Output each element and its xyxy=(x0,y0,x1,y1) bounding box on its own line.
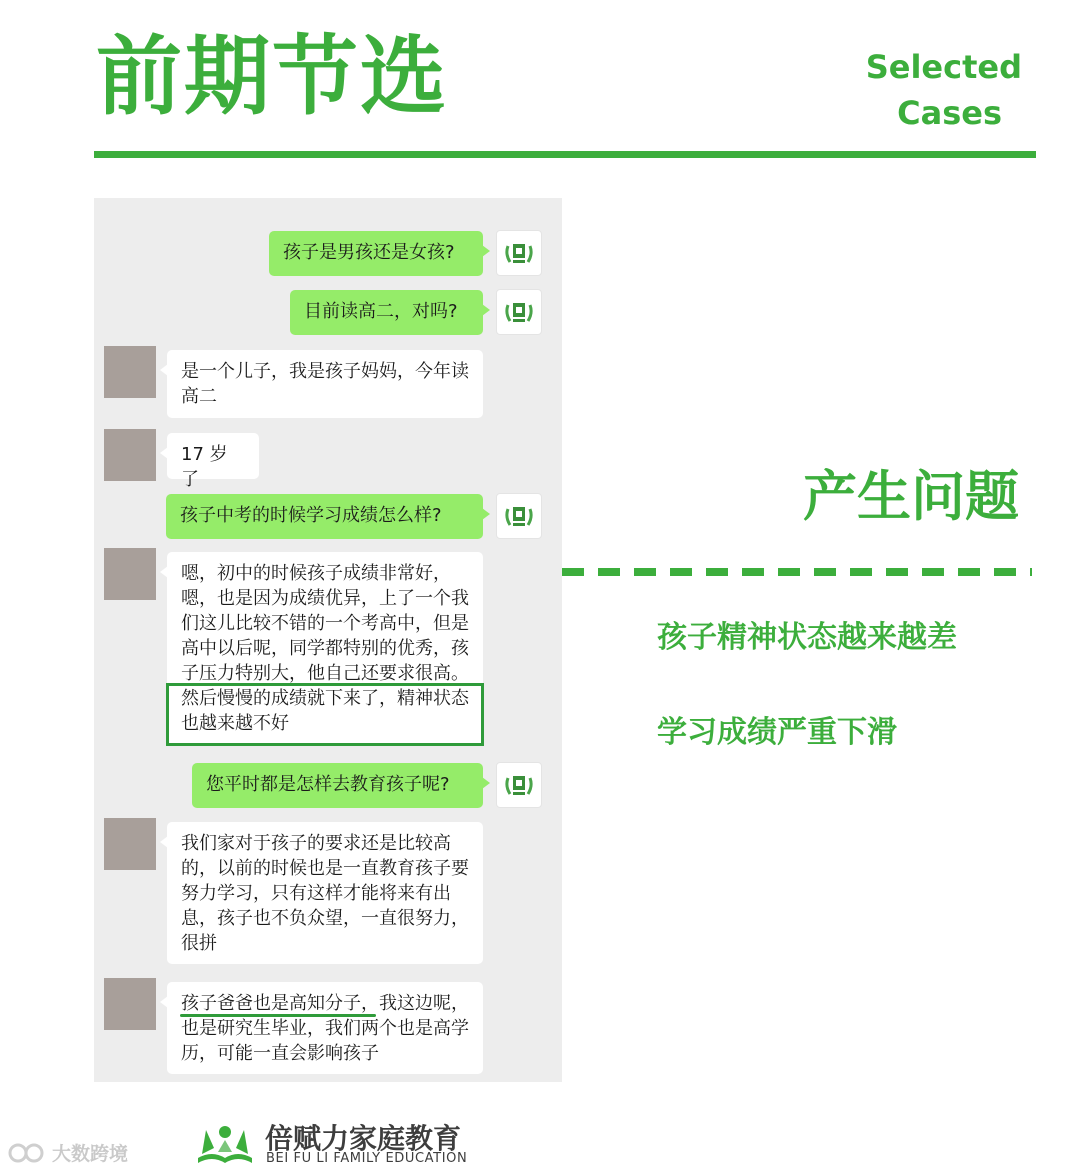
page-title: 前期节选 xyxy=(96,27,448,127)
key-sentence-highlight xyxy=(166,683,484,746)
counselor-avatar xyxy=(496,230,542,276)
brand-name-en: BEI FU LI FAMILY EDUCATION xyxy=(266,1151,468,1166)
chat-bubble-received: 我们家对于孩子的要求还是比较高的，以前的时候也是一直教育孩子要努力学习，只有这样才能将来有出息，孩子也不负众望，一直很努力，很拼 xyxy=(167,822,483,964)
parent-avatar xyxy=(104,818,156,870)
chat-bubble-sent: 目前读高二，对吗? xyxy=(290,290,483,335)
watermark-logo-icon xyxy=(8,1141,48,1165)
laurel-logo-icon xyxy=(502,499,536,533)
chat-bubble-sent: 孩子是男孩还是女孩? xyxy=(269,231,483,276)
counselor-avatar xyxy=(496,762,542,808)
dashed-connector xyxy=(562,568,1032,576)
chat-bubble-received: 17 岁了 xyxy=(167,433,259,479)
chat-bubble-received: 嗯，初中的时候孩子成绩非常好，嗯，也是因为成绩优异，上了一个我们这儿比较不错的一个考高中，但是高中以后呢，同学都特别的优秀，孩子压力特别大，他自己还要求很高。然后慢慢的成绩就下来了，精神状态也越来越不好 xyxy=(167,552,483,744)
subtitle-line-1: Selected xyxy=(865,48,1022,86)
problem-item: 孩子精神状态越来越差 xyxy=(657,620,957,655)
brand-logo-icon xyxy=(194,1118,256,1166)
laurel-logo-icon xyxy=(502,768,536,802)
parent-avatar xyxy=(104,346,156,398)
problem-item: 学习成绩严重下滑 xyxy=(657,715,897,750)
counselor-avatar xyxy=(496,289,542,335)
page-subtitle xyxy=(866,44,1022,136)
counselor-avatar xyxy=(496,493,542,539)
chat-bubble-received: 孩子爸爸也是高知分子，我这边呢，也是研究生毕业，我们两个也是高学历，可能一直会影响孩子 xyxy=(167,982,483,1074)
chat-bubble-sent: 您平时都是怎样去教育孩子呢? xyxy=(192,763,483,808)
chat-bubble-received: 是一个儿子，我是孩子妈妈，今年读高二 xyxy=(167,350,483,418)
chat-screenshot xyxy=(94,198,562,1082)
chat-bubble-sent: 孩子中考的时候学习成绩怎么样? xyxy=(166,494,483,539)
parent-avatar xyxy=(104,429,156,481)
watermark xyxy=(8,1139,128,1166)
key-phrase-underline xyxy=(180,1014,376,1017)
problem-heading: 产生问题 xyxy=(803,465,1019,528)
subtitle-line-2: Cases xyxy=(897,94,1002,132)
header-divider xyxy=(94,151,1036,158)
laurel-logo-icon xyxy=(502,236,536,270)
laurel-logo-icon xyxy=(502,295,536,329)
parent-avatar xyxy=(104,548,156,600)
brand-name-cn: 倍赋力家庭教育 xyxy=(265,1122,462,1155)
parent-avatar xyxy=(104,978,156,1030)
watermark-text: 大数跨境 xyxy=(52,1143,129,1165)
